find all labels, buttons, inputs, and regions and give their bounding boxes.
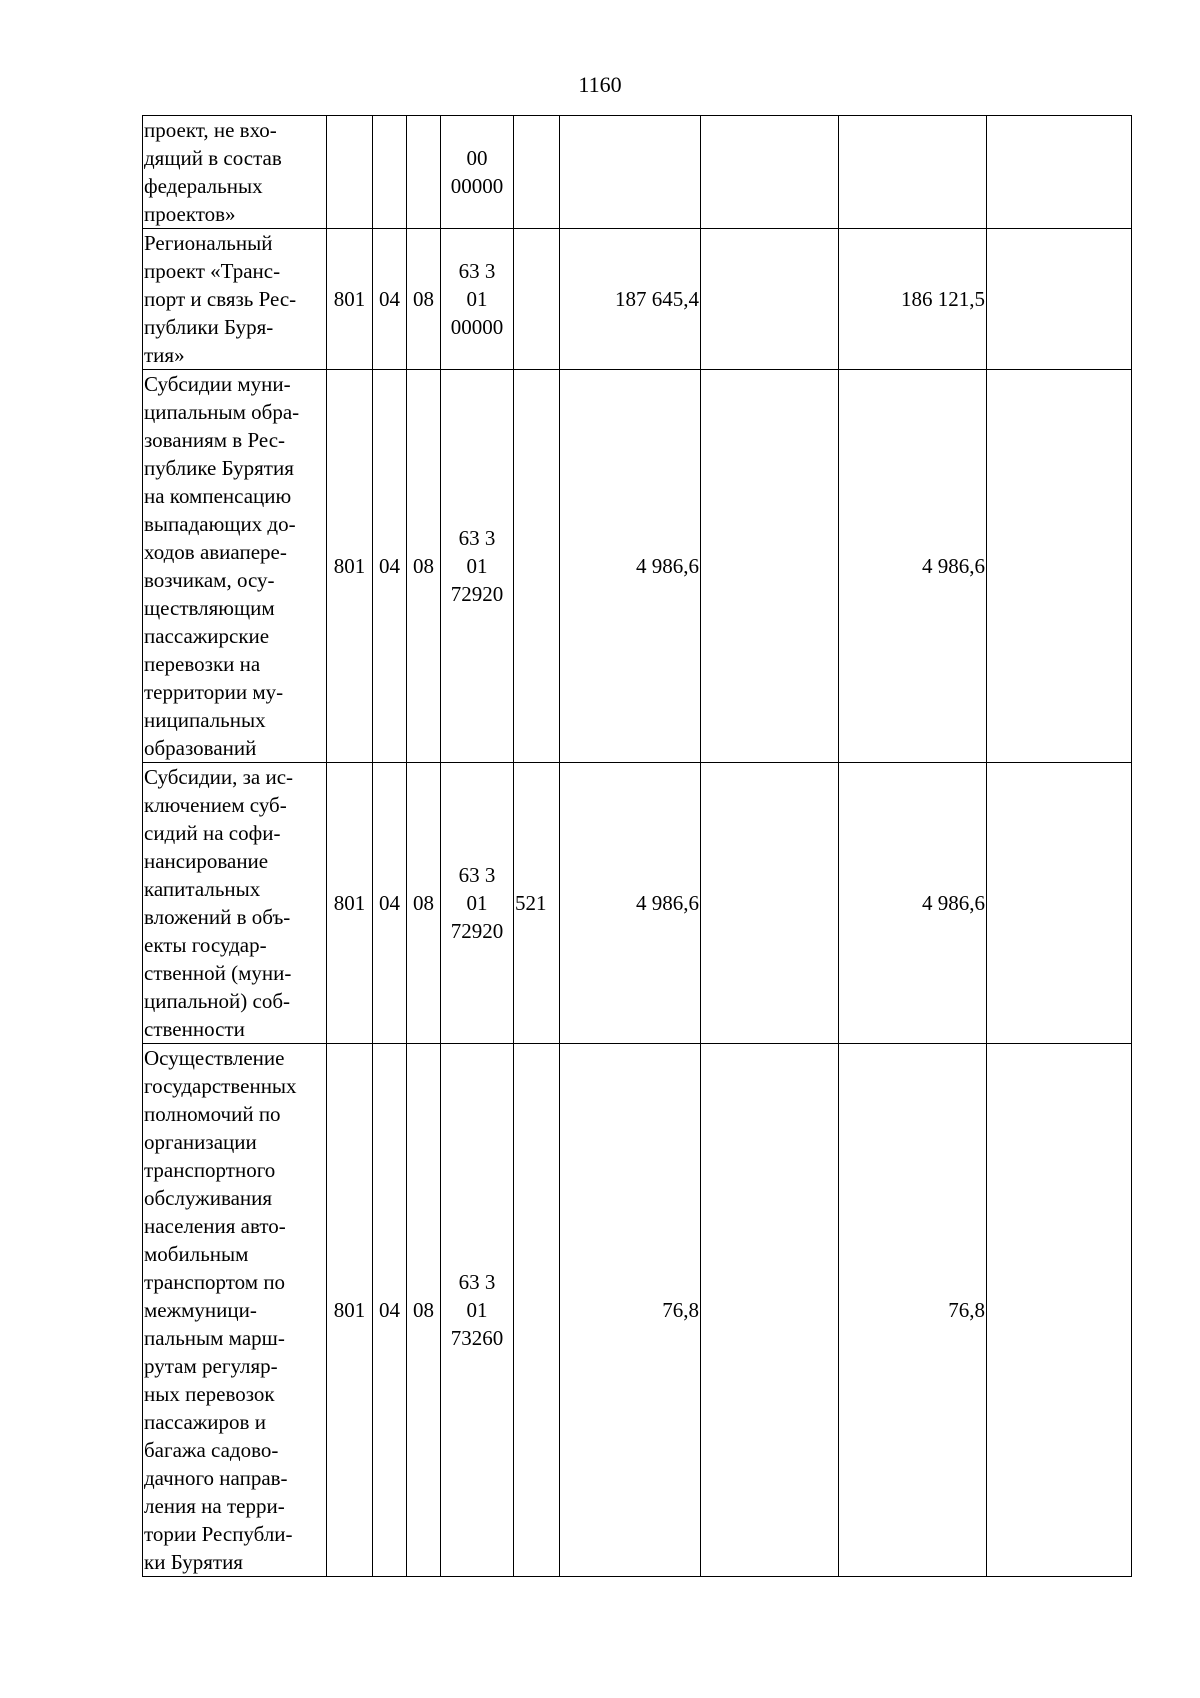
- amount-year2-cell: 76,8: [839, 1044, 987, 1577]
- section-cell: 04: [373, 229, 407, 370]
- amount-year2-cell: [839, 116, 987, 229]
- row-name-line: проект, не вхо-: [144, 118, 277, 142]
- target-article-line: 01: [466, 287, 488, 311]
- row-name-line: государственных: [144, 1074, 297, 1098]
- row-name-cell: [143, 370, 327, 763]
- page-number: 1160: [578, 72, 622, 97]
- row-name-line: Осуществление: [144, 1046, 285, 1070]
- amount-year2-extra-cell: [987, 116, 1132, 229]
- row-name-line: полномочий по: [144, 1102, 281, 1126]
- amount-year2-extra-cell: [987, 1044, 1132, 1577]
- row-name-line: ственной (муни-: [144, 961, 292, 985]
- row-name-line: зованиям в Рес-: [144, 428, 286, 452]
- row-name-line: населения авто-: [144, 1214, 286, 1238]
- target-article-line: 00: [466, 146, 488, 170]
- row-name-line: ниципальных: [144, 708, 266, 732]
- target-article-cell: [441, 229, 514, 370]
- row-name-line: екты государ-: [144, 933, 267, 957]
- amount-year2-cell: 4 986,6: [839, 370, 987, 763]
- target-article-line: 00000: [450, 315, 504, 339]
- row-name-line: рутам регуляр-: [144, 1354, 278, 1378]
- row-name-line: проектов»: [144, 202, 236, 226]
- row-name-line: пассажиров и: [144, 1410, 266, 1434]
- row-name-line: ходов авиапере-: [144, 540, 287, 564]
- row-name-line: Субсидии, за ис-: [144, 765, 294, 789]
- row-name-cell: [143, 1044, 327, 1577]
- row-name-line: порт и связь Рес-: [144, 287, 297, 311]
- target-article-line: 63 3: [458, 259, 496, 283]
- grbs-cell: 801: [327, 370, 373, 763]
- amount-year2-extra-cell: [987, 229, 1132, 370]
- subsection-cell: [407, 116, 441, 229]
- row-name-line: межмуници-: [144, 1298, 257, 1322]
- row-name-line: капитальных: [144, 877, 261, 901]
- row-name-line: ществляющим: [144, 596, 275, 620]
- row-name-line: перевозки на: [144, 652, 261, 676]
- subsection-cell: 08: [407, 1044, 441, 1577]
- target-article-line: 63 3: [458, 526, 496, 550]
- budget-table: [142, 115, 1132, 1577]
- table-row: [143, 229, 1132, 370]
- row-name-line: сидий на софи-: [144, 821, 281, 845]
- section-cell: 04: [373, 1044, 407, 1577]
- row-name-line: федеральных: [144, 174, 263, 198]
- amount-year1-cell: 76,8: [560, 1044, 701, 1577]
- amount-year1-extra-cell: [701, 763, 839, 1044]
- grbs-cell: [327, 116, 373, 229]
- target-article-cell: [441, 116, 514, 229]
- row-name-line: пальным марш-: [144, 1326, 285, 1350]
- target-article-line: 01: [466, 1298, 488, 1322]
- row-name-line: тории Республи-: [144, 1522, 293, 1546]
- row-name-line: ления на терри-: [144, 1494, 285, 1518]
- row-name-line: дачного направ-: [144, 1466, 288, 1490]
- row-name-line: проект «Транс-: [144, 259, 281, 283]
- expense-type-cell: 521: [514, 763, 560, 1044]
- row-name-line: образований: [144, 736, 257, 760]
- amount-year1-cell: [560, 116, 701, 229]
- amount-year1-extra-cell: [701, 116, 839, 229]
- expense-type-cell: [514, 370, 560, 763]
- expense-type-cell: [514, 1044, 560, 1577]
- amount-year2-cell: 4 986,6: [839, 763, 987, 1044]
- subsection-cell: 08: [407, 229, 441, 370]
- row-name-line: вложений в объ-: [144, 905, 291, 929]
- row-name-cell: [143, 116, 327, 229]
- target-article-cell: [441, 370, 514, 763]
- row-name-cell: [143, 229, 327, 370]
- row-name-line: транспортного: [144, 1158, 276, 1182]
- row-name-line: ципальным обра-: [144, 400, 300, 424]
- row-name-line: мобильным: [144, 1242, 249, 1266]
- row-name-line: ключением суб-: [144, 793, 287, 817]
- expense-type-cell: [514, 116, 560, 229]
- section-cell: 04: [373, 370, 407, 763]
- amount-year1-extra-cell: [701, 229, 839, 370]
- row-name-line: организации: [144, 1130, 257, 1154]
- expense-type-cell: [514, 229, 560, 370]
- row-name-line: транспортом по: [144, 1270, 286, 1294]
- target-article-line: 72920: [450, 919, 504, 943]
- target-article-line: 72920: [450, 582, 504, 606]
- amount-year1-extra-cell: [701, 370, 839, 763]
- section-cell: [373, 116, 407, 229]
- table-row: [143, 1044, 1132, 1577]
- table-row: [143, 370, 1132, 763]
- row-name-line: возчикам, осу-: [144, 568, 275, 592]
- row-name-line: дящий в состав: [144, 146, 282, 170]
- target-article-line: 63 3: [458, 863, 496, 887]
- row-name-line: на компенсацию: [144, 484, 292, 508]
- row-name-line: выпадающих до-: [144, 512, 296, 536]
- row-name-line: багажа садово-: [144, 1438, 279, 1462]
- row-name-line: пассажирские: [144, 624, 270, 648]
- subsection-cell: 08: [407, 763, 441, 1044]
- grbs-cell: 801: [327, 229, 373, 370]
- row-name-line: территории му-: [144, 680, 284, 704]
- row-name-line: Субсидии муни-: [144, 372, 291, 396]
- amount-year2-extra-cell: [987, 370, 1132, 763]
- target-article-cell: [441, 763, 514, 1044]
- amount-year1-cell: 4 986,6: [560, 763, 701, 1044]
- amount-year1-cell: 4 986,6: [560, 370, 701, 763]
- amount-year1-cell: 187 645,4: [560, 229, 701, 370]
- target-article-line: 73260: [450, 1326, 504, 1350]
- row-name-line: ственности: [144, 1017, 245, 1041]
- grbs-cell: 801: [327, 763, 373, 1044]
- table-row: [143, 116, 1132, 229]
- section-cell: 04: [373, 763, 407, 1044]
- row-name-line: тия»: [144, 343, 185, 367]
- row-name-line: ки Бурятия: [144, 1550, 243, 1574]
- table-row: [143, 763, 1132, 1044]
- row-name-line: ных перевозок: [144, 1382, 275, 1406]
- row-name-line: Региональный: [144, 231, 273, 255]
- amount-year2-extra-cell: [987, 763, 1132, 1044]
- target-article-line: 63 3: [458, 1270, 496, 1294]
- amount-year2-cell: 186 121,5: [839, 229, 987, 370]
- row-name-line: публике Бурятия: [144, 456, 294, 480]
- subsection-cell: 08: [407, 370, 441, 763]
- target-article-line: 01: [466, 891, 488, 915]
- row-name-line: публики Буря-: [144, 315, 274, 339]
- row-name-cell: [143, 763, 327, 1044]
- target-article-line: 00000: [450, 174, 504, 198]
- row-name-line: обслуживания: [144, 1186, 273, 1210]
- amount-year1-extra-cell: [701, 1044, 839, 1577]
- target-article-cell: [441, 1044, 514, 1577]
- row-name-line: ципальной) соб-: [144, 989, 290, 1013]
- target-article-line: 01: [466, 554, 488, 578]
- row-name-line: нансирование: [144, 849, 269, 873]
- grbs-cell: 801: [327, 1044, 373, 1577]
